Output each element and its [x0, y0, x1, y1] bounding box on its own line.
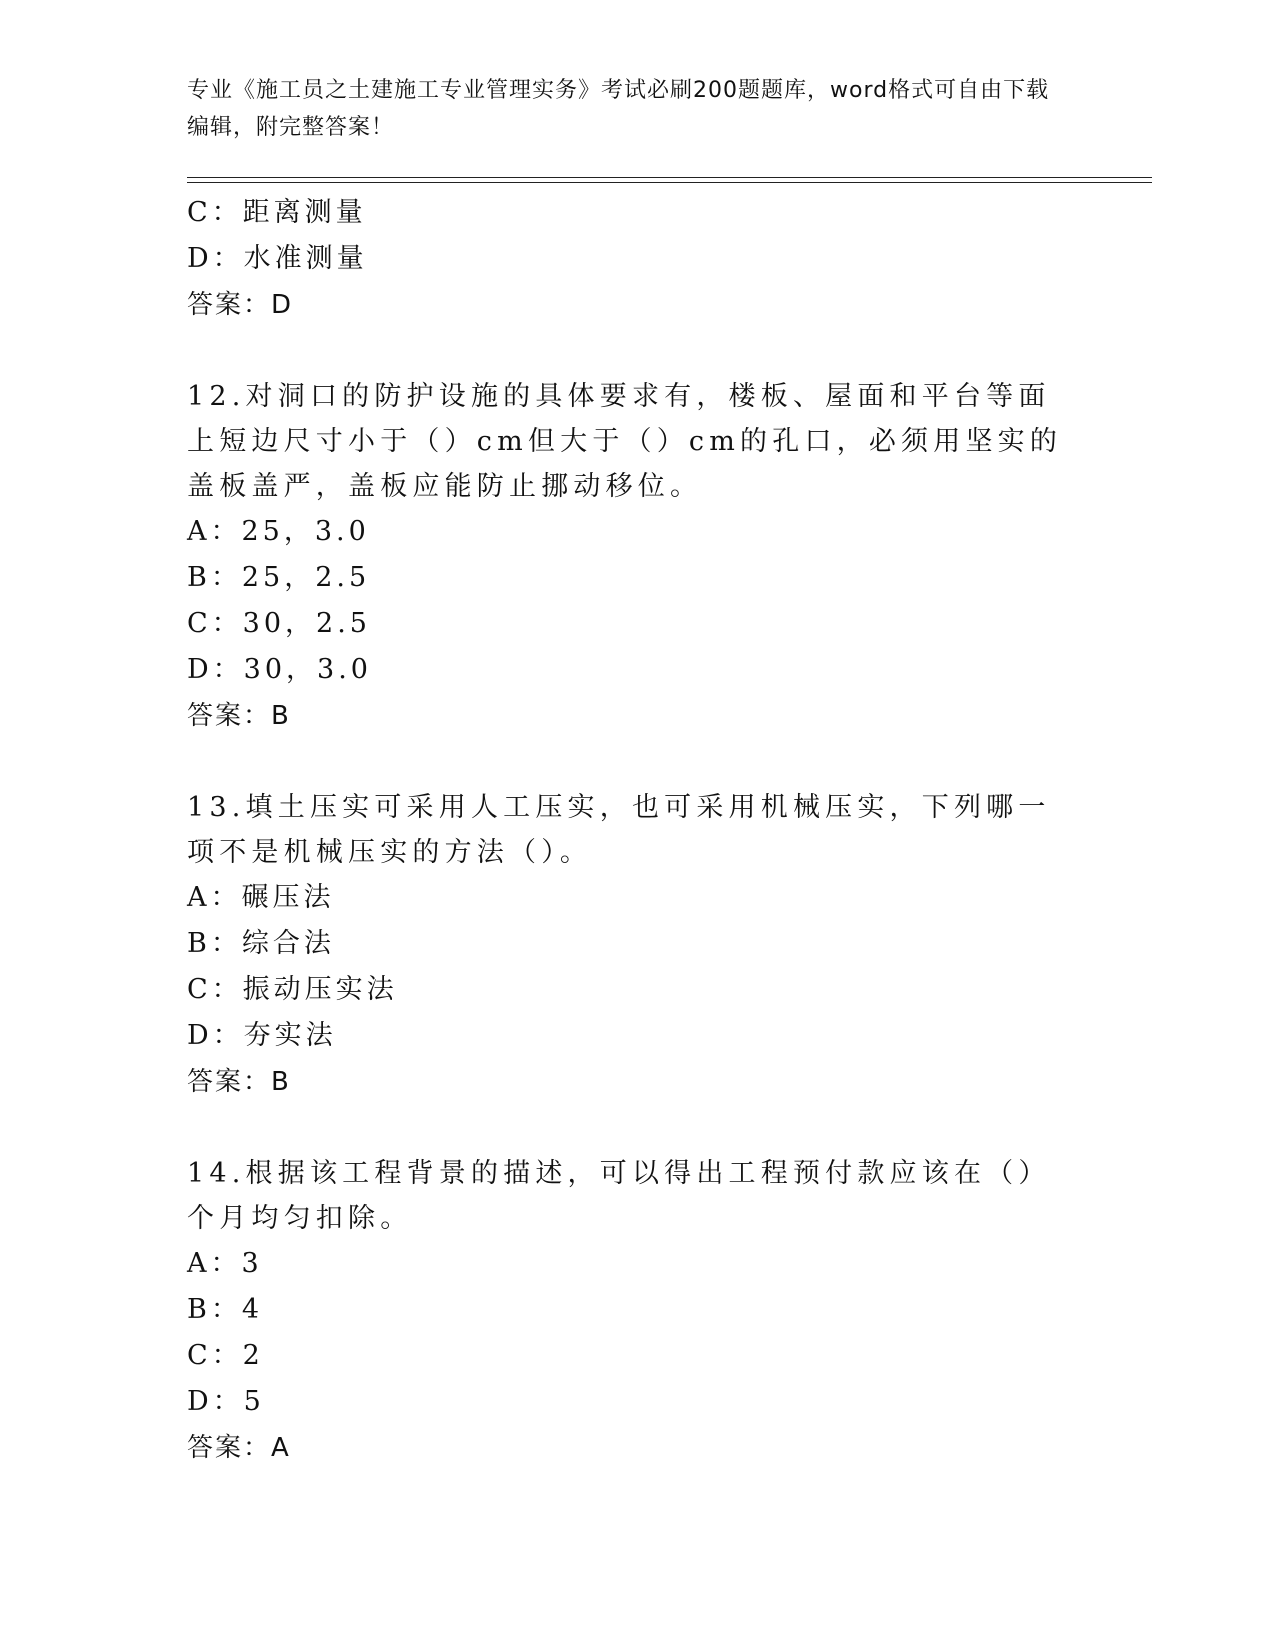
option-label: A [187, 1248, 211, 1279]
option-separator: ： [212, 654, 244, 685]
option-label: B [187, 562, 211, 593]
option-c [187, 601, 1087, 647]
option-label: C [187, 974, 212, 1005]
answer-value: A [271, 1433, 291, 1463]
option-separator: ： [212, 1386, 244, 1417]
question-block [187, 374, 1087, 739]
option-separator: ： [210, 928, 242, 959]
option-text: 25，3.0 [241, 516, 370, 547]
option-b [187, 1287, 1087, 1333]
option-separator: ： [211, 197, 243, 228]
answer-value: D [271, 290, 294, 320]
option-d [187, 1013, 1087, 1059]
option-separator: ： [210, 1248, 242, 1279]
spacer [187, 1105, 1087, 1151]
answer-line [187, 693, 1087, 739]
question-block [187, 1151, 1087, 1471]
answer-value: B [271, 1067, 291, 1097]
option-label: C [187, 608, 212, 639]
answer-line [187, 282, 1087, 328]
option-text: 碾压法 [241, 882, 335, 913]
option-label: D [187, 1386, 213, 1417]
option-text: 4 [241, 1294, 264, 1325]
option-label: C [187, 1340, 212, 1371]
answer-value: B [271, 701, 291, 731]
option-separator: ： [211, 608, 243, 639]
spacer [187, 328, 1087, 374]
option-text: 25，2.5 [241, 562, 371, 593]
option-text: 综合法 [241, 928, 335, 959]
option-label: D [187, 654, 213, 685]
option-c [187, 1333, 1087, 1379]
option-a [187, 1241, 1087, 1287]
answer-line [187, 1059, 1087, 1105]
option-c [187, 967, 1087, 1013]
header-rule-bottom [187, 182, 1152, 183]
option-separator: ： [211, 1340, 243, 1371]
option-text: 3 [241, 1248, 263, 1279]
option-text: 振动压实法 [242, 974, 398, 1005]
option-b [187, 555, 1087, 601]
option-label: C [187, 197, 212, 228]
option-label: B [187, 1294, 211, 1325]
question-stem: 14.根据该工程背景的描述，可以得出工程预付款应该在（）个月均匀扣除。 [187, 1158, 1051, 1234]
answer-line [187, 1425, 1087, 1471]
option-d [187, 647, 1087, 693]
question-stem: 12.对洞口的防护设施的具体要求有，楼板、屋面和平台等面上短边尺寸小于（）cm但大于（）cm的孔口，必须用坚实的盖板盖严，盖板应能防止挪动移位。 [187, 381, 1063, 502]
option-a [187, 875, 1087, 921]
option-d [187, 236, 1087, 282]
option-text: 2 [242, 1340, 264, 1371]
answer-prefix: 答案： [187, 1067, 272, 1097]
option-separator: ： [210, 562, 242, 593]
option-text: 水准测量 [243, 243, 368, 274]
question-list [187, 190, 1087, 1471]
header-note: 专业《施工员之土建施工专业管理实务》考试必刷200题题库，word格式可自由下载编辑，附完整答案！ [187, 78, 1050, 140]
option-label: B [187, 928, 211, 959]
option-c [187, 190, 1087, 236]
question-block [187, 190, 1087, 328]
option-label: D [187, 243, 213, 274]
question-stem: 13.填土压实可采用人工压实，也可采用机械压实，下列哪一项不是机械压实的方法（）。 [187, 792, 1051, 868]
option-separator: ： [210, 882, 242, 913]
option-separator: ： [211, 974, 243, 1005]
option-label: A [187, 882, 211, 913]
spacer [187, 739, 1087, 785]
option-text: 5 [243, 1386, 265, 1417]
option-text: 距离测量 [242, 197, 367, 228]
answer-prefix: 答案： [187, 1433, 272, 1463]
option-d [187, 1379, 1087, 1425]
option-text: 夯实法 [243, 1020, 337, 1051]
option-label: D [187, 1020, 213, 1051]
answer-prefix: 答案： [187, 701, 272, 731]
header-rule-top [187, 177, 1152, 178]
answer-prefix: 答案： [187, 290, 272, 320]
option-separator: ： [210, 1294, 242, 1325]
option-separator: ： [210, 516, 242, 547]
option-text: 30，3.0 [243, 654, 372, 685]
question-block [187, 785, 1087, 1105]
option-a [187, 509, 1087, 555]
option-label: A [187, 516, 211, 547]
option-b [187, 921, 1087, 967]
option-text: 30，2.5 [242, 608, 371, 639]
option-separator: ： [212, 243, 244, 274]
option-separator: ： [212, 1020, 244, 1051]
